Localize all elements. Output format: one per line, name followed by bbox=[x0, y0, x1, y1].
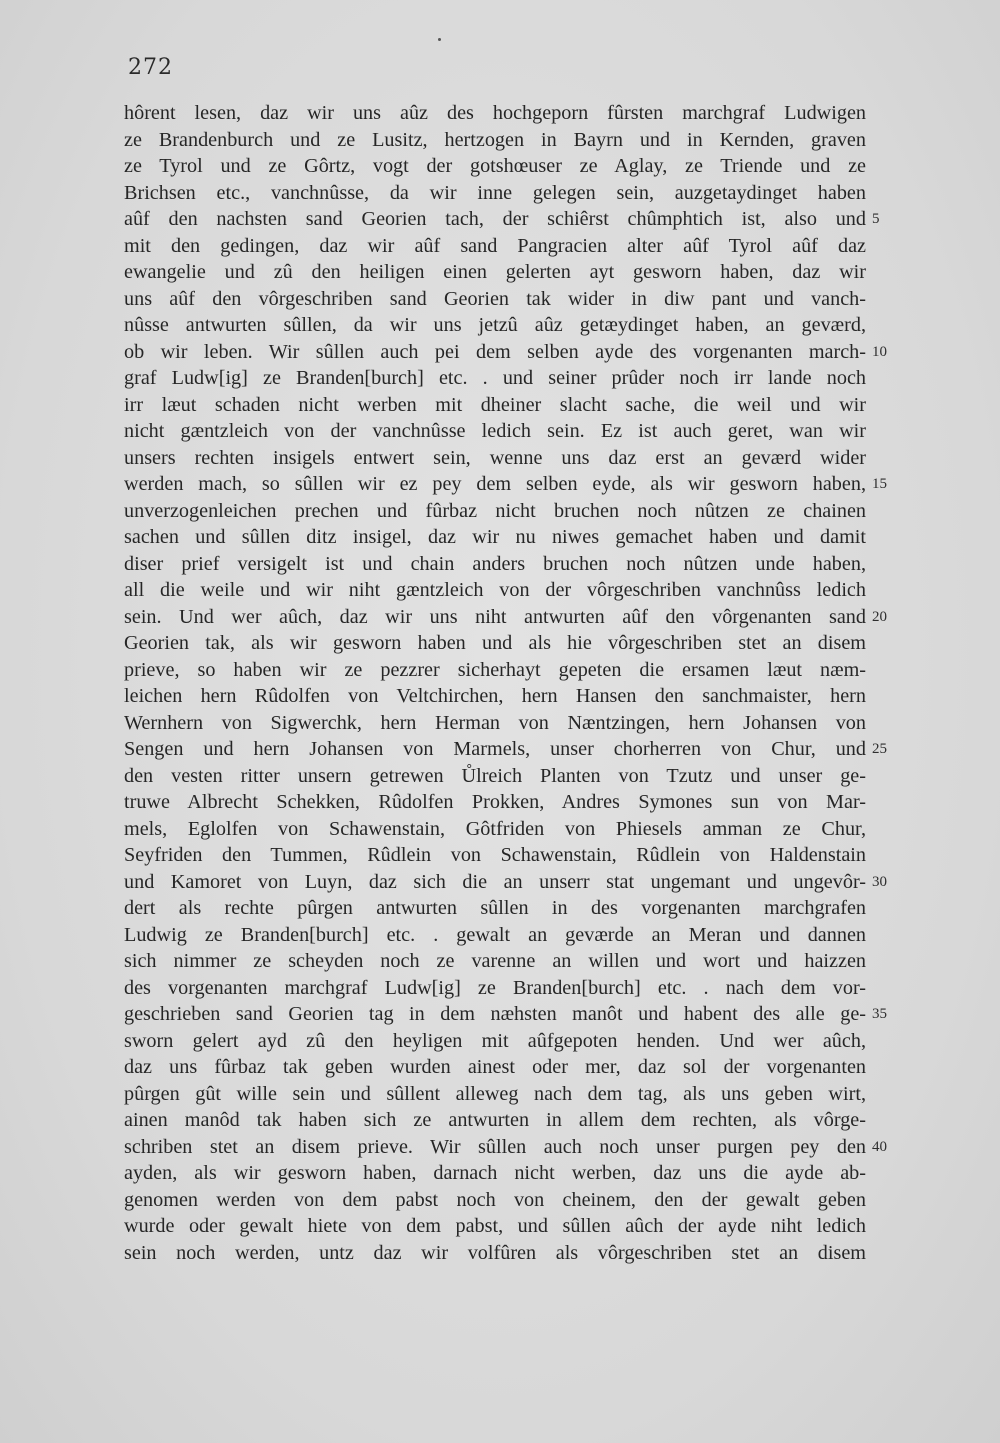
text-line bbox=[124, 816, 866, 843]
line-text: Georien tak, als wir gesworn haben und als hie vôrgeschriben stet an disem bbox=[124, 632, 866, 654]
text-line bbox=[124, 259, 866, 286]
line-text: Brichsen etc., vanchnûsse, da wir inne gelegen sein, auzgetaydinget haben bbox=[124, 181, 866, 204]
text-line bbox=[124, 180, 866, 207]
line-text: werden mach, so sûllen wir ez pey dem selben eyde, als wir gesworn haben, bbox=[124, 473, 866, 495]
text-line bbox=[124, 657, 866, 684]
line-text: diser prief versigelt ist und chain anders bruchen noch nûtzen unde haben, bbox=[124, 552, 866, 575]
text-line bbox=[124, 1054, 866, 1081]
text-line bbox=[124, 551, 866, 578]
line-text: nûsse antwurten sûllen, da wir uns jetzû aûz getæydinget haben, an geværd, bbox=[124, 314, 866, 336]
line-text: sachen und sûllen ditz insigel, daz wir nu niwes gemachet haben und damit bbox=[124, 526, 866, 548]
text-line bbox=[124, 286, 866, 313]
line-text: ze Brandenburch und ze Lusitz, hertzogen in Bayrn und in Kernden, graven bbox=[124, 128, 866, 151]
line-number: 30 bbox=[872, 873, 887, 890]
line-text: sworn gelert ayd zû den heyligen mit aûfgepoten henden. Und wer aûch, bbox=[124, 1029, 866, 1052]
text-line bbox=[124, 842, 866, 869]
line-text: daz uns fûrbaz tak geben wurden ainest oder mer, daz sol der vorgenanten bbox=[124, 1056, 866, 1078]
line-text: den vesten ritter unsern getrewen Ůlreich Planten von Tzutz und unser ge- bbox=[124, 764, 866, 787]
line-text: irr læut schaden nicht werben mit dheiner slacht sache, die weil und wir bbox=[124, 393, 866, 416]
text-line bbox=[124, 100, 866, 127]
line-text: genomen werden von dem pabst noch von cheinem, den der gewalt geben bbox=[124, 1188, 866, 1211]
text-line bbox=[124, 206, 880, 233]
text-line bbox=[124, 233, 866, 260]
line-text: truwe Albrecht Schekken, Rûdolfen Prokken, Andres Symones sun von Mar- bbox=[124, 791, 866, 813]
page-number: 272 bbox=[128, 55, 173, 80]
line-text: sein. Und wer aûch, daz wir uns niht antwurten aûf den vôrgenanten sand bbox=[124, 605, 866, 628]
text-line bbox=[124, 736, 887, 763]
text-line bbox=[124, 471, 887, 498]
line-text: des vorgenanten marchgraf Ludw[ig] ze Branden[burch] etc. . nach dem vor- bbox=[124, 976, 866, 999]
line-number: 15 bbox=[872, 476, 887, 492]
line-text: und Kamoret von Luyn, daz sich die an unserr stat ungemant und ungevôr- bbox=[124, 870, 866, 893]
text-line bbox=[124, 153, 866, 180]
text-line bbox=[124, 1081, 866, 1108]
text-line bbox=[124, 763, 866, 790]
line-text: graf Ludw[ig] ze Branden[burch] etc. . und seiner prûder noch irr lande noch bbox=[124, 367, 866, 389]
text-line bbox=[124, 392, 866, 419]
line-text: mit den gedingen, daz wir aûf sand Pangracien alter aûf Tyrol aûf daz bbox=[124, 234, 866, 257]
text-line bbox=[124, 1107, 866, 1134]
line-number: 5 bbox=[872, 211, 880, 227]
text-line bbox=[124, 498, 866, 525]
line-text: ob wir leben. Wir sûllen auch pei dem selben ayde des vorgenanten march- bbox=[124, 340, 866, 363]
line-text: ze Tyrol und ze Gôrtz, vogt der gotshœuser ze Aglay, ze Triende und ze bbox=[124, 155, 866, 177]
line-number: 25 bbox=[872, 741, 887, 757]
line-text: aûf den nachsten sand Georien tach, der schiêrst chûmphtich ist, also und bbox=[124, 208, 866, 230]
text-line bbox=[124, 1160, 866, 1187]
line-text: uns aûf den vôrgeschriben sand Georien tak wider in diw pant und vanch- bbox=[124, 287, 866, 310]
line-text: sein noch werden, untz daz wir volfûren als vôrgeschriben stet an disem bbox=[124, 1241, 866, 1264]
text-line bbox=[124, 630, 866, 657]
line-text: dert als rechte pûrgen antwurten sûllen in des vorgenanten marchgrafen bbox=[124, 897, 866, 919]
text-line bbox=[124, 1001, 887, 1028]
line-number: 35 bbox=[872, 1006, 887, 1022]
line-text: schriben stet an disem prieve. Wir sûllen auch noch unser purgen pey den bbox=[124, 1135, 866, 1158]
line-text: Wernhern von Sigwerchk, hern Herman von Næntzingen, hern Johansen von bbox=[124, 711, 866, 734]
line-text: pûrgen gût wille sein und sûllent alleweg nach dem tag, als uns geben wirt, bbox=[124, 1082, 866, 1105]
line-text: leichen hern Rûdolfen von Veltchirchen, hern Hansen den sanchmaister, hern bbox=[124, 685, 866, 707]
line-text: Ludwig ze Branden[burch] etc. . gewalt an geværde an Meran und dannen bbox=[124, 923, 866, 946]
text-line bbox=[124, 365, 866, 392]
text-line bbox=[124, 922, 866, 949]
text-line bbox=[124, 339, 887, 366]
line-number: 20 bbox=[872, 608, 887, 625]
line-text: geschrieben sand Georien tag in dem næhsten manôt und habent des alle ge- bbox=[124, 1003, 866, 1025]
line-text: Sengen und hern Johansen von Marmels, unser chorherren von Chur, und bbox=[124, 738, 866, 760]
line-text: ainen manôd tak haben sich ze antwurten in allem dem rechten, als vôrge- bbox=[124, 1109, 866, 1131]
text-line bbox=[124, 1028, 866, 1055]
body-text bbox=[124, 100, 887, 1266]
text-line bbox=[124, 312, 866, 339]
text-line bbox=[124, 975, 866, 1002]
text-line bbox=[124, 445, 866, 472]
text-line bbox=[124, 789, 866, 816]
text-line bbox=[124, 524, 866, 551]
line-text: hôrent lesen, daz wir uns aûz des hochgeporn fûrsten marchgraf Ludwigen bbox=[124, 102, 866, 124]
ink-speck bbox=[438, 38, 441, 41]
text-line bbox=[124, 577, 866, 604]
text-line bbox=[124, 418, 866, 445]
line-text: ewangelie und zû den heiligen einen gelerten ayt gesworn haben, daz wir bbox=[124, 261, 866, 283]
text-line bbox=[124, 1134, 887, 1161]
line-text: wurde oder gewalt hiete von dem pabst, und sûllen aûch der ayde niht ledich bbox=[124, 1215, 866, 1237]
text-line bbox=[124, 1187, 866, 1214]
line-text: mels, Eglolfen von Schawenstain, Gôtfriden von Phiesels amman ze Chur, bbox=[124, 817, 866, 840]
line-number: 40 bbox=[872, 1138, 887, 1155]
line-text: prieve, so haben wir ze pezzrer sicherhayt gepeten die ersamen læut næm- bbox=[124, 658, 866, 681]
line-text: nicht gæntzleich von der vanchnûsse ledich sein. Ez ist auch geret, wan wir bbox=[124, 420, 866, 442]
text-line bbox=[124, 710, 866, 737]
text-line bbox=[124, 127, 866, 154]
line-text: unverzogenleichen prechen und fûrbaz nicht bruchen noch nûtzen ze chainen bbox=[124, 499, 866, 522]
text-line bbox=[124, 604, 887, 631]
line-text: Seyfriden den Tummen, Rûdlein von Schawenstain, Rûdlein von Haldenstain bbox=[124, 844, 866, 866]
line-text: unsers rechten insigels entwert sein, wenne uns daz erst an geværd wider bbox=[124, 446, 866, 469]
text-line bbox=[124, 1240, 866, 1267]
text-line bbox=[124, 869, 887, 896]
text-line bbox=[124, 948, 866, 975]
text-line bbox=[124, 895, 866, 922]
line-text: all die weile und wir niht gæntzleich von der vôrgeschriben vanchnûss ledich bbox=[124, 579, 866, 601]
line-text: sich nimmer ze scheyden noch ze varenne an willen und wort und haizzen bbox=[124, 950, 866, 972]
line-text: ayden, als wir gesworn haben, darnach nicht werben, daz uns die ayde ab- bbox=[124, 1162, 866, 1184]
line-number: 10 bbox=[872, 343, 887, 360]
text-line bbox=[124, 1213, 866, 1240]
text-line bbox=[124, 683, 866, 710]
